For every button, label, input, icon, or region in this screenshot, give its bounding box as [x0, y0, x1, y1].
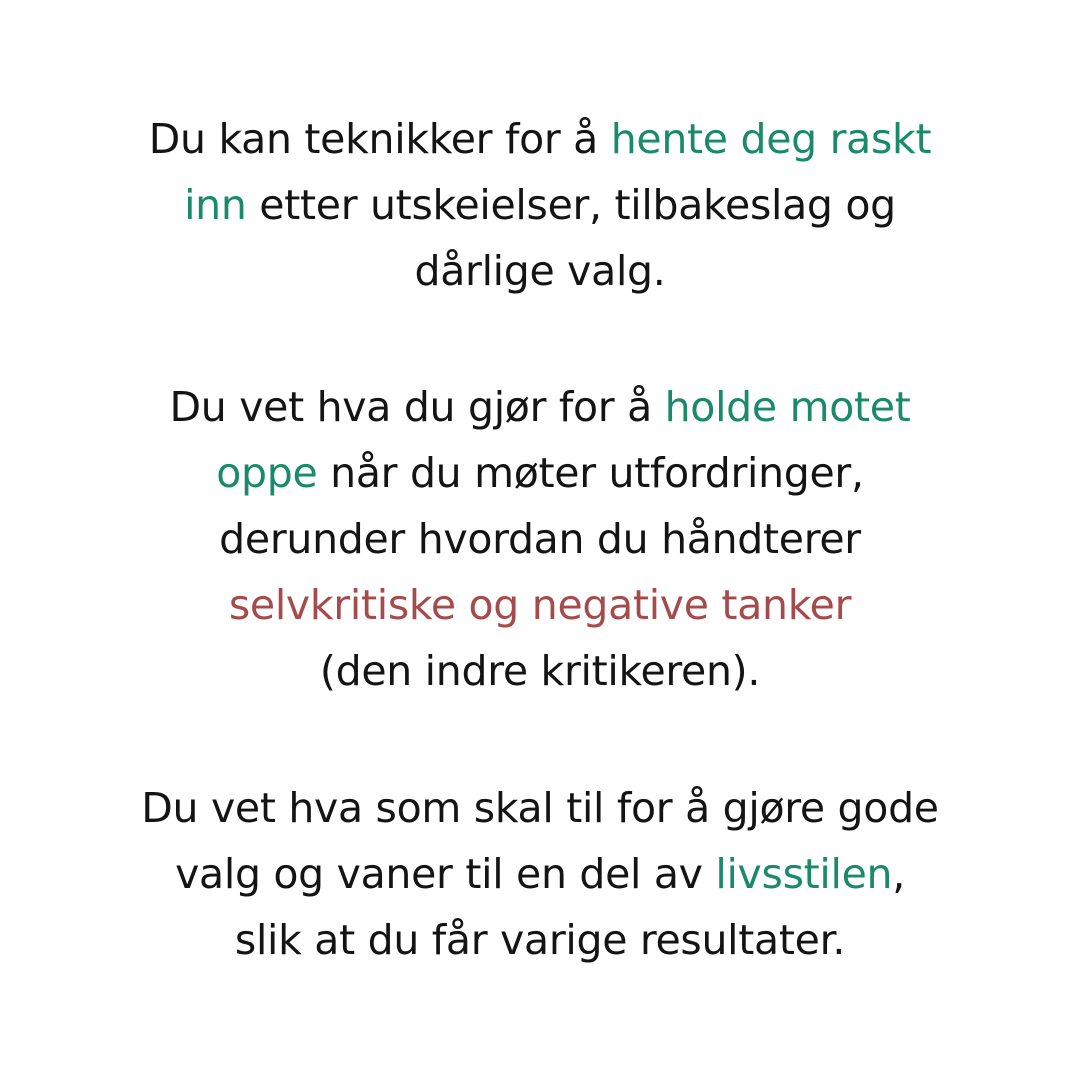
highlight-inn: inn [184, 181, 247, 229]
paragraph-1-line-1 [40, 106, 1040, 172]
paragraph-2-line-1 [40, 374, 1040, 440]
paragraph-1-line-3: dårlige valg. [414, 247, 666, 295]
paragraph-2-line-3: derunder hvordan du håndterer [219, 515, 861, 563]
paragraph-3-line-2-text: valg og vaner til en del av [175, 850, 716, 898]
paragraph-3-line-1: Du vet hva som skal til for å gjøre gode [141, 784, 939, 832]
paragraph-techniques [40, 106, 1040, 304]
paragraph-3-line-2 [40, 841, 1040, 907]
highlight-holde-motet: holde motet [664, 383, 911, 431]
paragraph-2-line-1-text: Du vet hva du gjør for å [169, 383, 665, 431]
paragraph-1-line-1-text: Du kan teknikker for å [148, 115, 611, 163]
paragraph-2-line-2 [40, 440, 1040, 506]
paragraph-2-line-5: (den indre kritikeren). [319, 647, 761, 695]
paragraph-lifestyle [40, 775, 1040, 973]
highlight-hente-deg-raskt: hente deg raskt [610, 115, 932, 163]
paragraph-1-line-2-text: etter utskeielser, tilbakeslag og [246, 181, 896, 229]
paragraph-motivation [40, 374, 1040, 704]
paragraph-3-line-3: slik at du får varige resultater. [234, 916, 846, 964]
paragraph-2-line-2-text: når du møter utfordringer, [317, 449, 864, 497]
paragraph-1-line-2 [40, 172, 1040, 238]
paragraph-3-line-2-suffix: , [892, 850, 905, 898]
highlight-oppe: oppe [216, 449, 318, 497]
highlight-livsstilen: livsstilen [715, 850, 893, 898]
highlight-selvkritiske-tanker: selvkritiske og negative tanker [228, 581, 852, 629]
